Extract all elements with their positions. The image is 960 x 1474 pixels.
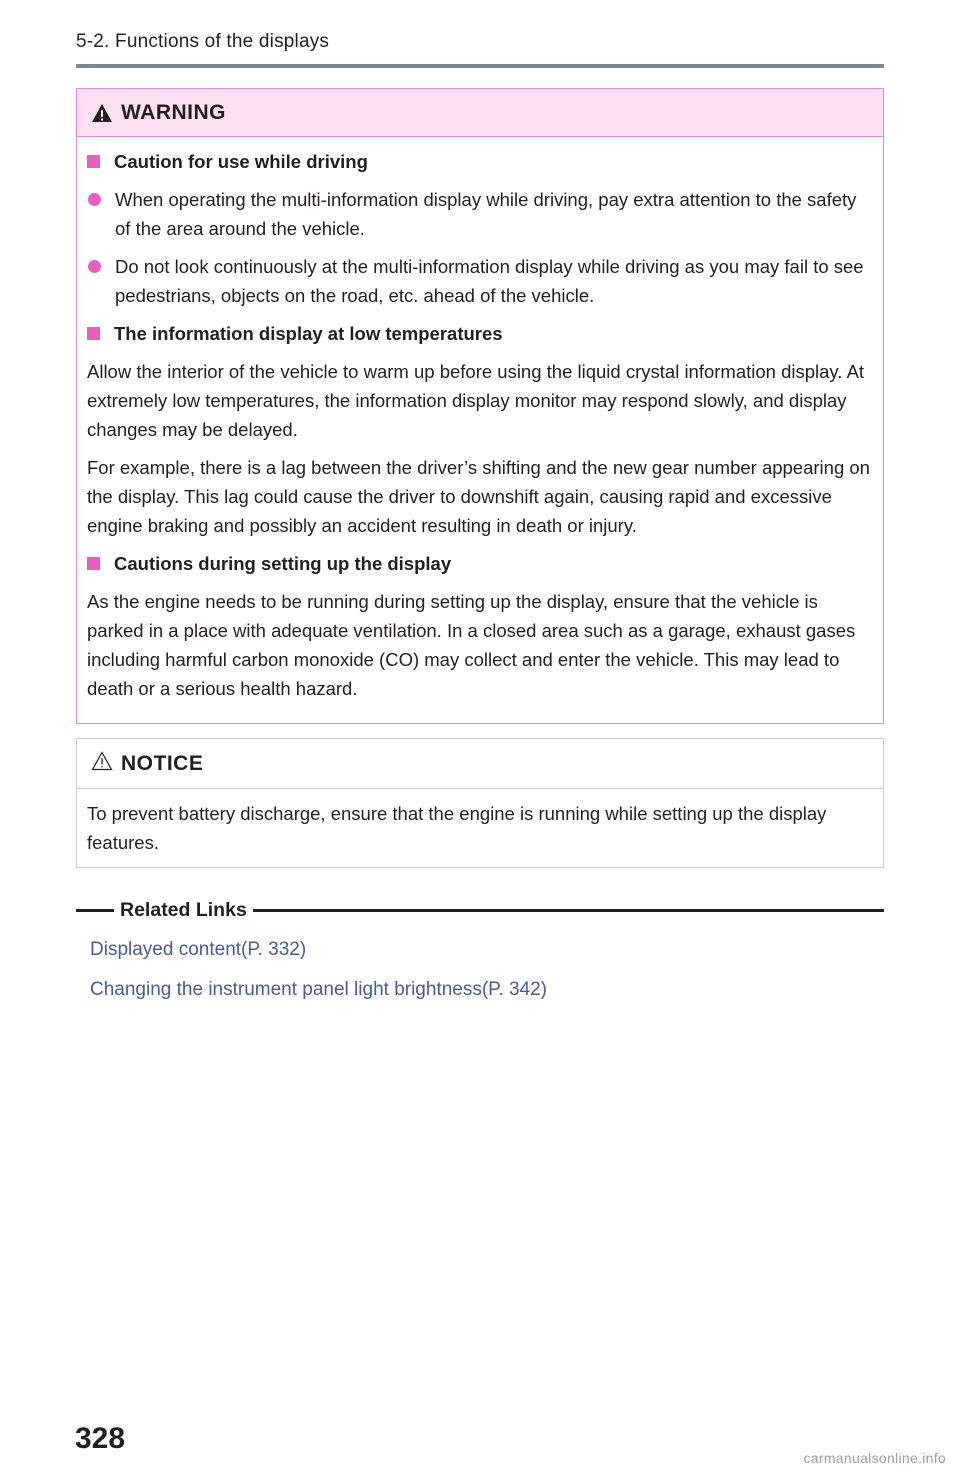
- related-links-list: [76, 930, 884, 1010]
- warning-title: WARNING: [121, 100, 226, 124]
- square-bullet-icon: [87, 155, 100, 168]
- related-links: [76, 894, 884, 1010]
- warning-paragraph: As the engine needs to be running during setting up the display, ensure that the vehicle is parked in a place with adequate ventilation. In a closed area such as a garage, exhaust gases including harmful carbon monoxide (CO) may collect and enter the vehicle. This may lead to death or a serious health hazard.: [87, 591, 856, 699]
- page-number: 328: [75, 1422, 126, 1455]
- warning-bullet: When operating the multi-information display while driving, pay extra attention to the safety of the area around the vehicle.: [87, 185, 871, 243]
- page-header: [76, 28, 884, 68]
- link-displayed-content[interactable]: Displayed content(P. 332): [90, 939, 307, 960]
- notice-box: [76, 738, 884, 868]
- square-bullet-icon: [87, 557, 100, 570]
- warning-paragraph: Allow the interior of the vehicle to warm up before using the liquid crystal information display. At extremely low temperatures, the information display monitor may respond slowly, and display changes may be delayed.: [87, 361, 865, 440]
- warning-section-heading: Caution for use while driving: [87, 147, 871, 176]
- warning-triangle-icon: [91, 103, 113, 123]
- warning-paragraph: For example, there is a lag between the driver’s shifting and the new gear number appearing on the display. This lag could cause the driver to downshift again, causing rapid and excessive engine braking and possibly an accident resulting in death or injury.: [87, 457, 870, 536]
- notice-title: NOTICE: [121, 751, 204, 775]
- notice-text: To prevent battery discharge, ensure that the engine is running while setting up the display features.: [87, 803, 827, 853]
- notice-triangle-icon: [91, 751, 113, 776]
- related-links-header: [76, 894, 884, 926]
- square-bullet-icon: [87, 327, 100, 340]
- divider: [76, 909, 114, 912]
- warning-section-heading: Cautions during setting up the display: [87, 549, 871, 578]
- warning-section-heading: The information display at low temperatures: [87, 319, 871, 348]
- header-rule: [76, 64, 884, 68]
- warning-bullet: Do not look continuously at the multi-information display while driving as you may fail to see pedestrians, objects on the road, etc. ahead of the vehicle.: [87, 252, 871, 310]
- notice-header: [77, 739, 883, 789]
- divider: [253, 909, 884, 912]
- warning-body: [77, 137, 883, 703]
- circle-bullet-icon: [88, 260, 101, 273]
- link-instrument-panel-brightness[interactable]: Changing the instrument panel light brightness(P. 342): [90, 979, 547, 1000]
- related-links-title: Related Links: [120, 898, 247, 921]
- circle-bullet-icon: [88, 193, 101, 206]
- section-title: 5-2. Functions of the displays: [76, 31, 330, 52]
- warning-header: [77, 89, 883, 137]
- warning-box: [76, 88, 884, 724]
- watermark: carmanualsonline.info: [803, 1450, 946, 1466]
